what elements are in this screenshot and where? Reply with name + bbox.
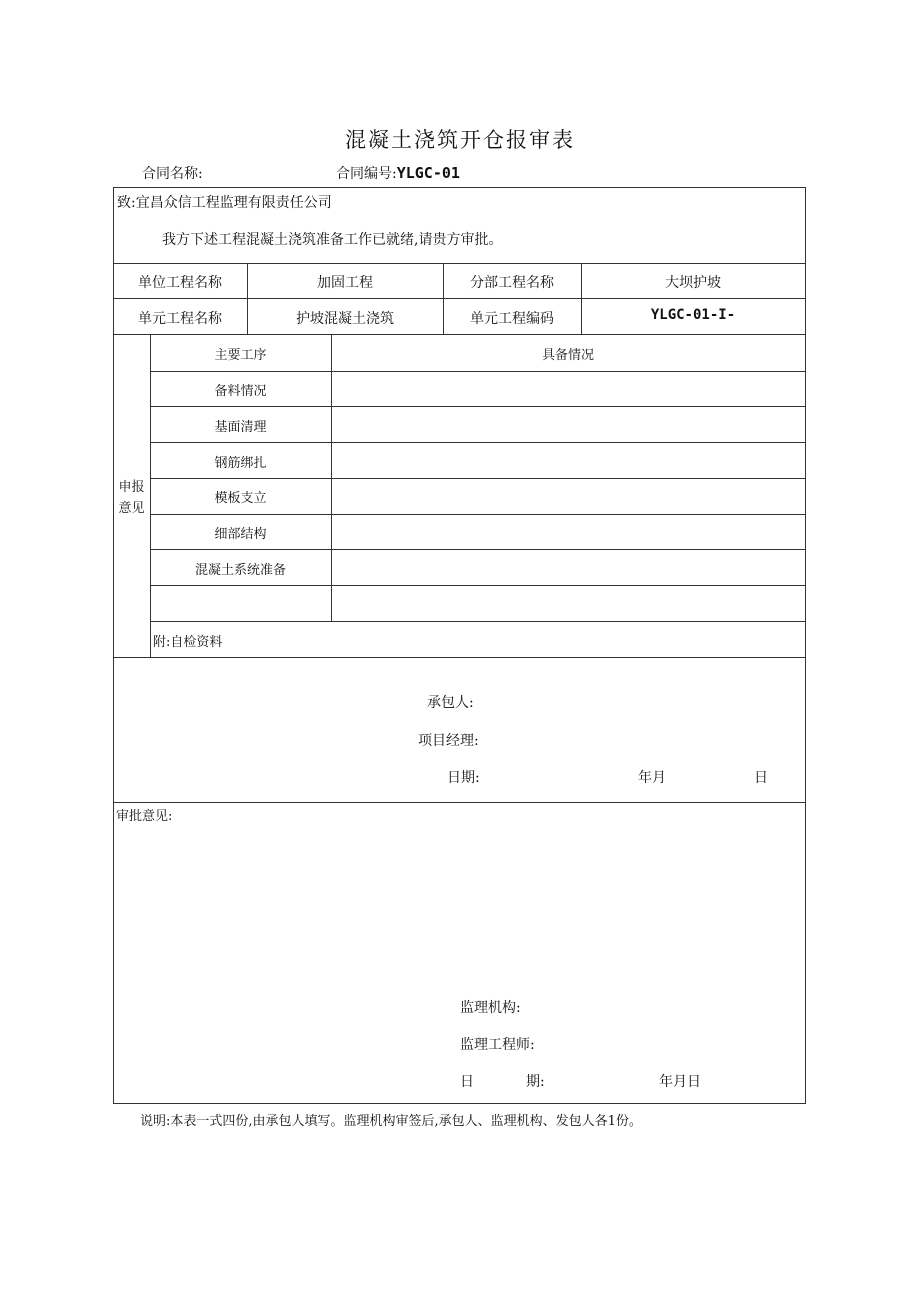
- unit-project-label: 单位工程名称: [138, 275, 222, 291]
- report-side-label-line1: 申报: [118, 480, 145, 495]
- process-row-rebar: 钢筋绑扎: [214, 456, 267, 471]
- contract-no-value: YLGC-01: [396, 164, 460, 182]
- supervision-engineer-label: 监理工程师:: [460, 1037, 535, 1053]
- report-side-label: [113, 477, 150, 519]
- contractor-date-day: 日: [754, 770, 768, 786]
- approval-date-qi: 期:: [526, 1074, 545, 1090]
- contractor-label: 承包人:: [427, 695, 474, 711]
- approval-date-ri: 日: [460, 1074, 474, 1090]
- process-row-formwork: 模板支立: [214, 491, 267, 506]
- approval-opinion-label: 审批意见:: [116, 809, 173, 824]
- contract-name-label: 合同名称:: [142, 166, 203, 182]
- element-label: 单元工程名称: [138, 311, 222, 327]
- readiness-statement: 我方下述工程混凝土浇筑准备工作已就绪,请贵方审批。: [162, 232, 503, 248]
- supervision-org-label: 监理机构:: [460, 1000, 521, 1016]
- element-code-value: YLGC-01-I-: [650, 307, 736, 323]
- unit-project-value: 加固工程: [317, 275, 373, 291]
- process-row-foundation: 基面清理: [214, 420, 267, 435]
- addressee-line: 致:宜昌众信工程监理有限责任公司: [117, 195, 332, 211]
- process-row-material: 备料情况: [214, 384, 267, 399]
- report-side-label-line2: 意见: [118, 501, 145, 516]
- contractor-date-year-month: 年月: [638, 770, 666, 786]
- division-value: 大坝护坡: [665, 275, 721, 291]
- form-title: 混凝土浇筑开仓报审表: [345, 128, 575, 152]
- element-code-label: 单元工程编码: [470, 311, 554, 327]
- contract-no: [336, 163, 460, 183]
- footnote: 说明:本表一式四份,由承包人填写。监理机构审签后,承包人、监理机构、发包人各1份。: [140, 1114, 642, 1129]
- project-manager-label: 项目经理:: [418, 733, 479, 749]
- process-column-header: 主要工序: [214, 348, 267, 363]
- contract-no-label: 合同编号:: [336, 166, 397, 182]
- attachment-note: 附:自检资料: [153, 635, 223, 650]
- contractor-date-label: 日期:: [447, 770, 480, 786]
- element-value: 护坡混凝土浇筑: [296, 311, 394, 327]
- process-row-detail: 细部结构: [214, 527, 267, 542]
- division-label: 分部工程名称: [470, 275, 554, 291]
- status-column-header: 具备情况: [541, 348, 594, 363]
- approval-date-ymd: 年月日: [659, 1074, 701, 1090]
- process-row-concrete-system: 混凝土系统准备: [194, 563, 286, 578]
